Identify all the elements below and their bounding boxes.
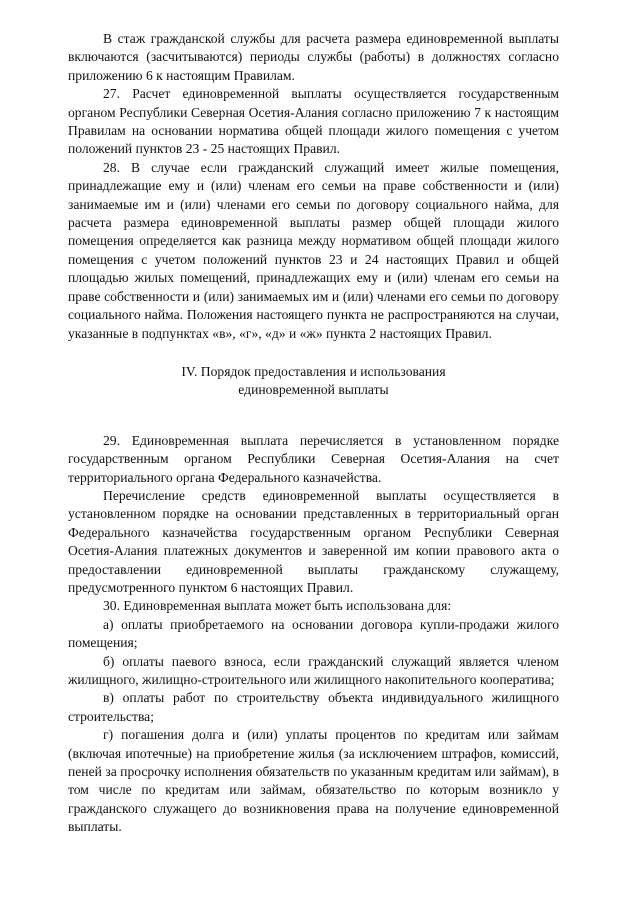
list-item-b: б) оплаты паевого взноса, если гражданский служащий является членом жилищного, жилищно-строительного или жилищного накопительного кооператива; xyxy=(68,653,559,687)
section-heading-line1: IV. Порядок предоставления и использования xyxy=(181,363,446,379)
list-item-a: а) оплаты приобретаемого на основании договора купли-продажи жилого помещения; xyxy=(68,616,559,651)
section-heading xyxy=(68,363,559,400)
paragraph-28: 28. В случае если гражданский служащий имеет жилые помещения, принадлежащие ему и (или) членам его семьи на праве собственности и (или) занимаемые им и (или) членами его семьи по договору социального найма, для расчета размера единовременной выплаты размер общей площади жилого помещения определяется как разница между нормативом общей площади жилого помещения с учетом положений пунктов 23 и 24 настоящих Правил и общей площадью жилых помещений, принадлежащих ему и (или) членам его семьи на праве собственности и (или) занимаемых им и (или) членами его семьи по договору социального найма. Положения настоящего пункта не распространяются на случаи, указанные в подпунктах «в», «г», «д» и «ж» пункта 2 настоящих Правил. xyxy=(68,159,559,341)
paragraph-30: 30. Единовременная выплата может быть использована для: xyxy=(103,598,452,614)
section-heading-line2: единовременной выплаты xyxy=(238,382,389,398)
document-page xyxy=(68,30,559,837)
paragraph-seniority: В стаж гражданской службы для расчета размера единовременной выплаты включаются (засчитываются) периоды службы (работы) в должностях согласно приложению 6 к настоящим Правилам. xyxy=(68,31,559,83)
paragraph-transfer: Перечисление средств единовременной выплаты осуществляется в установленном порядке на основании представленных в территориальный орган Федерального казначейства государственным органом Республики Северная Осетия-Алания платежных документов и заверенной им копии правового акта о предоставлении единовременной выплаты гражданскому служащему, предусмотренного пунктом 6 настоящих Правил. xyxy=(68,487,559,595)
paragraph-29: 29. Единовременная выплата перечисляется в установленном порядке государственным органом Республики Северная Осетия-Алания на счет территориального органа Федерального казначейства. xyxy=(68,432,559,485)
list-item-g: г) погашения долга и (или) уплаты процентов по кредитам или займам (включая ипотечные) на приобретение жилья (за исключением штрафов, комиссий, пеней за просрочку исполнения обязательств по указанным кредитам или займам), в том числе по кредитам или займам, обязательство по которым возникло у гражданского служащего до возникновения права на получение единовременной выплаты. xyxy=(68,727,559,835)
paragraph-27: 27. Расчет единовременной выплаты осуществляется государственным органом Республики Северная Осетия-Алания согласно приложению 7 к настоящим Правилам на основании норматива общей площади жилого помещения с учетом положений пунктов 23 - 25 настоящих Правил. xyxy=(68,86,559,157)
list-item-v: в) оплаты работ по строительству объекта индивидуального жилищного строительства; xyxy=(68,690,559,724)
